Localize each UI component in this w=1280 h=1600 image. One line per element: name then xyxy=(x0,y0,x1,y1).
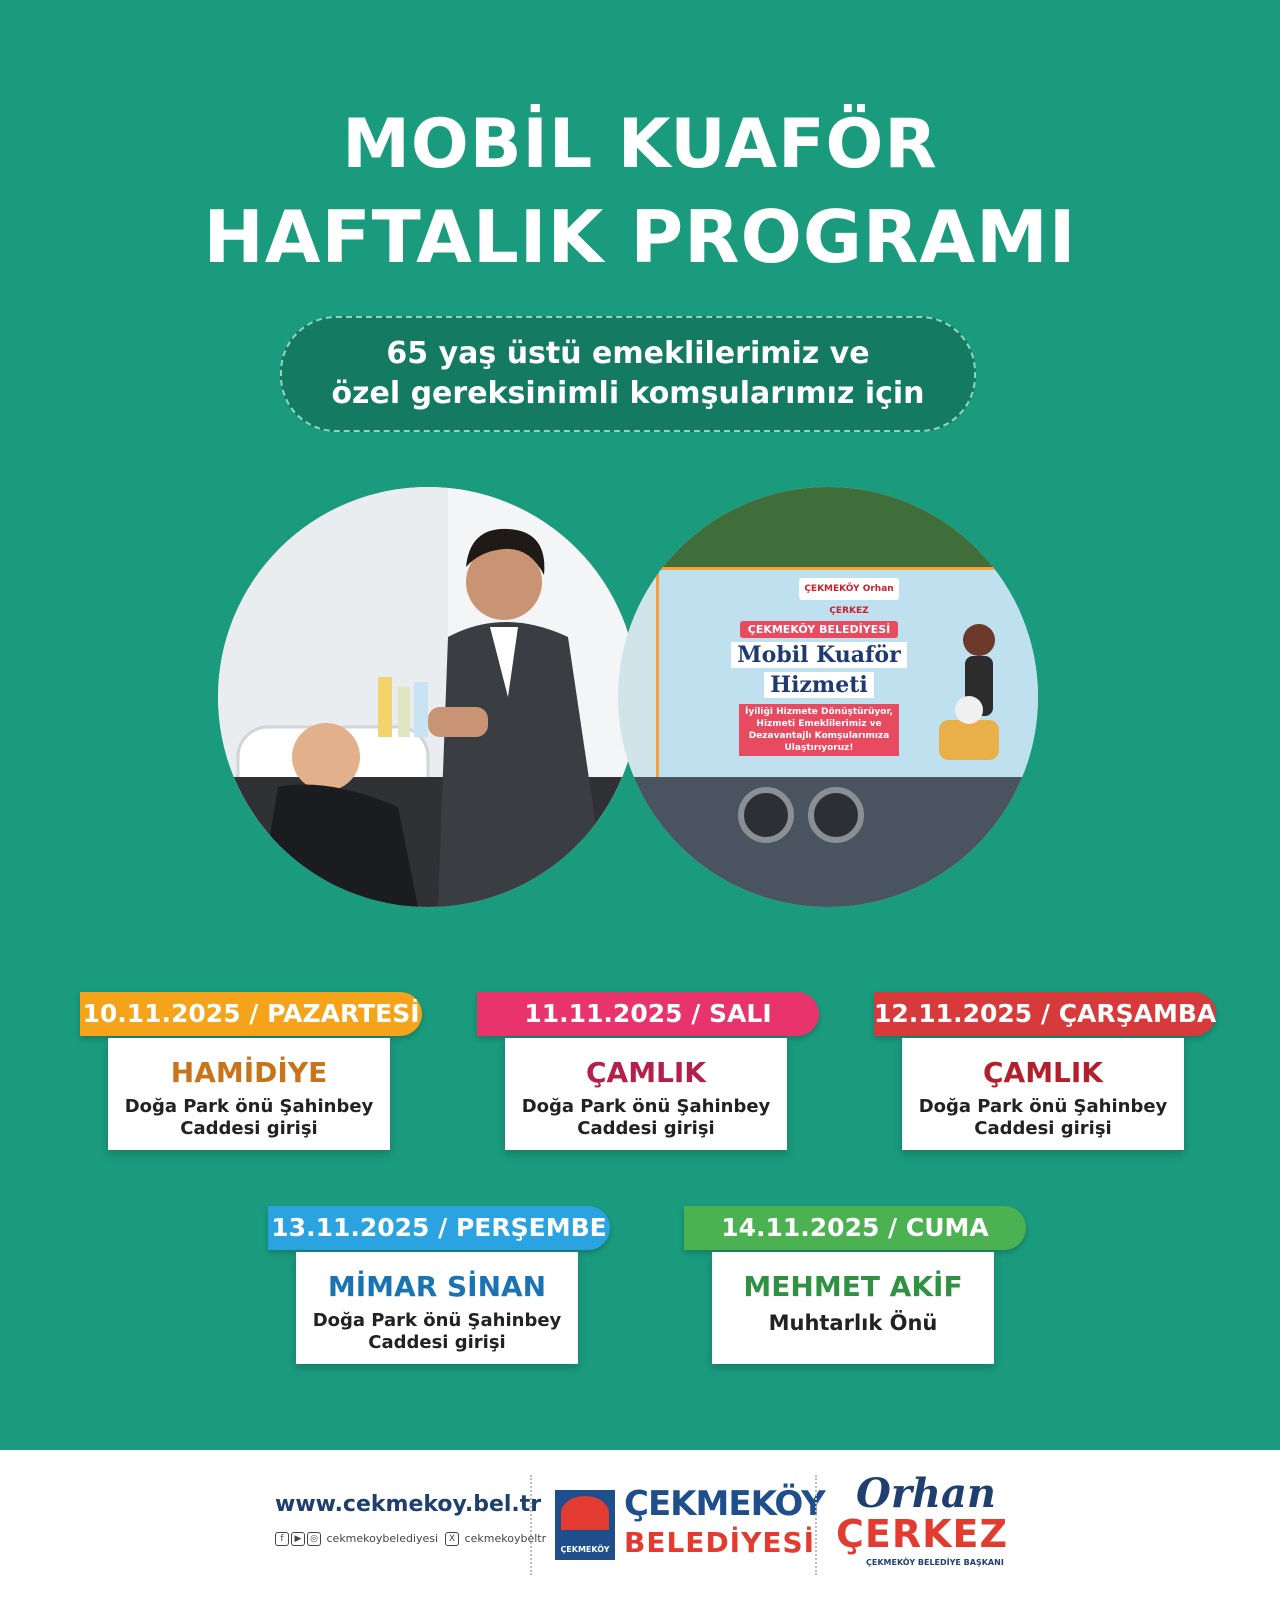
instagram-icon[interactable]: ◎ xyxy=(307,1532,321,1546)
schedule-box xyxy=(108,1038,390,1150)
truck-sign-name1: Mobil Kuaför xyxy=(731,642,906,668)
schedule-addr-line2: Caddesi girişi xyxy=(974,1118,1112,1139)
photo-haircut-visit xyxy=(218,487,638,907)
schedule-date-tag: 12.11.2025 / ÇARŞAMBA xyxy=(874,992,1216,1036)
mayor-first-name: Orhan xyxy=(856,1470,996,1517)
schedule-place: MEHMET AKİF xyxy=(743,1270,963,1303)
website-link[interactable]: www.cekmekoy.bel.tr xyxy=(275,1492,542,1517)
schedule-addr-line2: Caddesi girişi xyxy=(577,1118,715,1139)
facebook-icon[interactable]: f xyxy=(275,1532,289,1546)
schedule-date-tag: 13.11.2025 / PERŞEMBE xyxy=(268,1206,610,1250)
x-icon[interactable]: X xyxy=(445,1532,459,1546)
truck-tagline-line1: İyiliği Hizmete Dönüştürüyor, xyxy=(745,707,893,717)
truck-body xyxy=(656,567,1038,783)
schedule-place: ÇAMLIK xyxy=(585,1056,707,1089)
logo-text-line1: ÇEKMEKÖY xyxy=(624,1484,825,1524)
truck-sign-org: ÇEKMEKÖY BELEDİYESİ xyxy=(740,621,899,638)
schedule-addr-line1: Muhtarlık Önü xyxy=(768,1311,938,1335)
schedule-addr-line2: Caddesi girişi xyxy=(368,1332,506,1353)
subtitle-line2: özel gereksinimli komşularımız için xyxy=(331,376,925,411)
footer-divider xyxy=(530,1475,533,1575)
title-line2: HAFTALIK PROGRAMI xyxy=(203,195,1077,279)
schedule-addr-line1: Doğa Park önü Şahinbey xyxy=(521,1096,771,1117)
schedule-date-tag: 11.11.2025 / SALI xyxy=(477,992,819,1036)
photo-mobile-salon-truck xyxy=(618,487,1038,907)
footer xyxy=(0,1450,1280,1600)
truck-wheel-rear xyxy=(808,787,864,843)
social-handle-2[interactable]: cekmekoybeltr xyxy=(464,1532,547,1545)
cekmekoy-logo-icon xyxy=(555,1490,615,1560)
schedule-place: HAMİDİYE xyxy=(170,1056,328,1089)
schedule-addr-line1: Doğa Park önü Şahinbey xyxy=(312,1310,562,1331)
logo-small-text: ÇEKMEKÖY xyxy=(560,1545,610,1554)
schedule-box xyxy=(902,1038,1184,1150)
mayor-title: ÇEKMEKÖY BELEDİYE BAŞKANI xyxy=(866,1558,1004,1567)
photo-haircut-illustration xyxy=(218,487,638,907)
logo-arc xyxy=(561,1496,609,1530)
schedule-date-tag: 14.11.2025 / CUMA xyxy=(684,1206,1026,1250)
social-handle-1[interactable]: cekmekoybelediyesi xyxy=(326,1532,439,1545)
subtitle-pill xyxy=(280,316,976,432)
schedule-addr-line1: Doğa Park önü Şahinbey xyxy=(918,1096,1168,1117)
truck-sign-tagline xyxy=(739,704,899,756)
youtube-icon[interactable]: ▶ xyxy=(291,1532,305,1546)
logo-text-line2: BELEDİYESİ xyxy=(624,1526,816,1559)
schedule-addr-line2: Caddesi girişi xyxy=(180,1118,318,1139)
subtitle-line1: 65 yaş üstü emeklilerimiz ve xyxy=(386,336,870,371)
schedule-box xyxy=(712,1252,994,1364)
truck-tagline-line3: Dezavantajlı Komşularımıza xyxy=(748,731,890,741)
background-trees xyxy=(618,487,1038,567)
stylist-illustration xyxy=(929,610,1029,770)
schedule-box xyxy=(296,1252,578,1364)
footer-divider xyxy=(815,1475,818,1575)
title-line1: MOBİL KUAFÖR xyxy=(342,105,938,184)
schedule-place: ÇAMLIK xyxy=(982,1056,1104,1089)
truck-wheel-front xyxy=(738,787,794,843)
truck-logo-bar: ÇEKMEKÖY Orhan ÇERKEZ xyxy=(799,578,899,600)
truck-tagline-line2: Hizmeti Emeklilerimiz ve xyxy=(756,719,882,729)
truck-tagline-line4: Ulaştırıyoruz! xyxy=(784,743,854,753)
social-links xyxy=(275,1532,546,1546)
schedule-date-tag: 10.11.2025 / PAZARTESİ xyxy=(80,992,422,1036)
truck-sign-name2: Hizmeti xyxy=(764,672,873,698)
schedule-addr-line1: Doğa Park önü Şahinbey xyxy=(124,1096,374,1117)
mayor-last-name: ÇERKEZ xyxy=(836,1512,1009,1556)
schedule-box xyxy=(505,1038,787,1150)
schedule-place: MİMAR SİNAN xyxy=(327,1270,547,1303)
